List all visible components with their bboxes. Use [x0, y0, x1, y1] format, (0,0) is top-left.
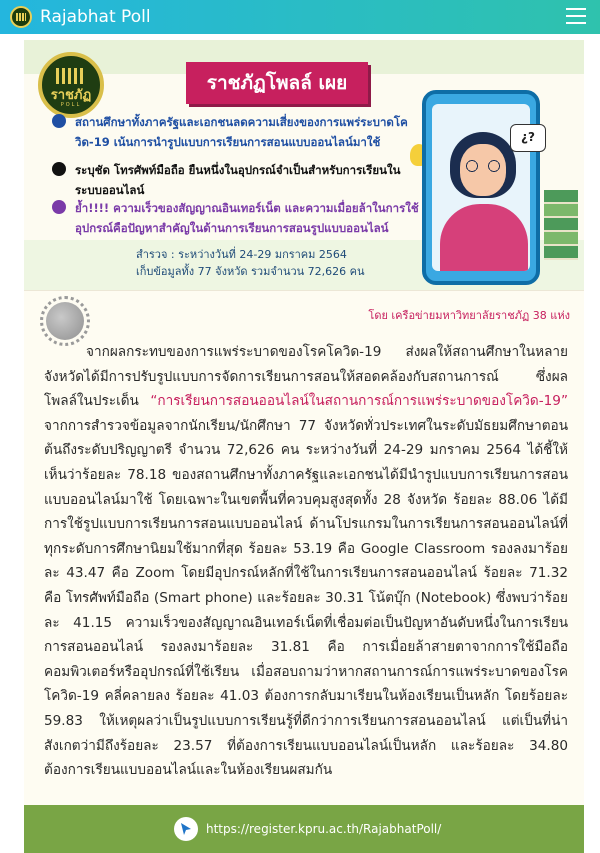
- poll-banner: [24, 40, 584, 290]
- rajabhat-poll-logo: [38, 52, 104, 118]
- bullet-text: ระบุชัด โทรศัพท์มือถือ ยืนหนึ่งในอุปกรณ์จำเป็นสำหรับการเรียนในระบบออนไลน์: [75, 163, 401, 197]
- survey-scope: เก็บข้อมูลทั้ง 77 จังหวัด รวมจำนวน 72,626 คน: [136, 265, 365, 278]
- hamburger-menu-icon[interactable]: [566, 8, 586, 24]
- bullet-dot-icon: [52, 114, 66, 128]
- article-body: [44, 340, 568, 783]
- banner-bullet: [52, 198, 422, 238]
- footer-bar: [24, 805, 584, 853]
- bullet-text: สถานศึกษาทั้งภาครัฐและเอกชนลดความเสี่ยงของการแพร่ระบาดโควิด-19 เน้นการนำรูปแบบการเรียนการสอนแบบออนไลน์มาใช้: [75, 115, 408, 149]
- bullet-text: ย้ำ!!!! ความเร็วของสัญญาณอินเทอร์เน็ต และความเมื่อยล้าในการใช้อุปกรณ์คือปัญหาสำคัญในด้านการเรียนการสอนรูปแบบออนไลน์: [75, 201, 419, 235]
- logo-text: ราชภัฏ: [50, 88, 92, 103]
- question-bubble-icon: ¿?: [510, 124, 546, 152]
- teacher-body: [440, 204, 528, 271]
- smartphone-illustration: [422, 90, 540, 285]
- survey-period: สำรวจ : ระหว่างวันที่ 24-29 มกราคม 2564: [136, 248, 347, 261]
- virus-icon: [46, 302, 84, 340]
- app-header: [0, 0, 600, 34]
- app-title: Rajabhat Poll: [40, 7, 151, 27]
- banner-bullet: [52, 112, 422, 152]
- byline: โดย เครือข่ายมหาวิทยาลัยราชภัฏ 38 แห่ง: [368, 309, 570, 322]
- bullet-dot-icon: [52, 162, 66, 176]
- logo-subtext: POLL: [60, 102, 82, 108]
- registration-link[interactable]: https://register.kpru.ac.th/RajabhatPoll/: [206, 822, 442, 836]
- banner-title: ราชภัฏโพลล์ เผย: [186, 62, 368, 104]
- article-text-part2: จากการสำรวจข้อมูลจากนักเรียน/นักศึกษา 77 จังหวัดทั่วประเทศในระดับมัธยมศึกษาตอนต้นถึงระดับปริญญาตรี จำนวน 72,626 คน ระหว่างวันที่ 24-29 มกราคม 2564 ได้ชี้ให้เห็นว่าร้อยละ 78.18 ของสถานศึกษาทั้งภาครัฐและเอกชนได้มีนำรูปแบบการเรียนการสอนแบบออนไลน์มาใช้ โดยเฉพาะในเขตพื้นที่ควบคุมสูงสุดทั้ง 28 จังหวัด ร้อยละ 88.06 ได้มีการใช้รูปแบบการเรียนการสอนแบบออนไลน์ ด้านโปรแกรมในการเรียนการสอนออนไลน์ที่ทุกระดับการศึกษานิยมใช้มากที่สุด ร้อยละ 53.19 คือ Google Classroom รองลงมาร้อยละ 43.47 คือ Zoom โดยมีอุปกรณ์หลักที่ใช้ในการเรียนการสอนออนไลน์ ร้อยละ 71.32 คือ โทรศัพท์มือถือ (Smart phone) และร้อยละ 30.31 โน้ตบุ๊ก (Notebook) ซึ่งพบว่าร้อยละ 41.15 ความเร็วของสัญญาณอินเทอร์เน็ตที่เชื่อมต่อเป็นปัญหาอันดับหนึ่งในการเรียนการสอนออนไลน์ รองลงมาร้อยละ 31.81 คือ การเมื่อยล้าสายตาจากการใช้มือถือคอมพิวเตอร์หรืออุปกรณ์ที่ใช้เรียน เมื่อสอบถามว่าหากสถานการณ์การแพร่ระบาดของโรคโควิด-19 คลี่คลายลง ร้อยละ 41.03 ต้องการกลับมาเรียนในห้องเรียนเป็นหลัก โดยร้อยละ 59.83 ให้เหตุผลว่าเป็นรูปแบบการเรียนรู้ที่ดีกว่าการเรียนการสอนออนไลน์ แต่เป็นที่น่าสังเกตว่ามีถึงร้อยละ 23.57 ที่ต้องการเรียนแบบออนไลน์เป็นหลัก และร้อยละ 34.80 ต้องการเรียนแบบออนไลน์และในห้องเรียนผสมกัน: [44, 417, 568, 779]
- divider: [24, 290, 584, 291]
- banner-bullet: [52, 160, 422, 200]
- poll-card: [24, 40, 584, 853]
- books-icon: [544, 190, 578, 260]
- article-text-part1: จากผลกระทบของการแพร่ระบาดของโรคโควิด-19 ส่งผลให้สถานศึกษาในหลายจังหวัดได้มีการปรับรูปแบบการจัดการเรียนการสอนให้สอดคล้องกับสถานการณ์ ซึ่งผลโพลล์ในประเด็น: [44, 344, 568, 410]
- logo-bars-graphic: [56, 68, 86, 84]
- glasses-icon: [462, 160, 504, 172]
- article-highlight: “การเรียนการสอนออนไลน์ในสถานการณ์การแพร่ระบาดของโควิด-19”: [150, 393, 568, 410]
- cursor-arrow-icon[interactable]: [174, 817, 198, 841]
- app-logo-icon[interactable]: [10, 6, 32, 28]
- cursor-arrow-icon-svg: [179, 822, 193, 836]
- survey-meta: [136, 246, 365, 280]
- bullet-dot-icon: [52, 200, 66, 214]
